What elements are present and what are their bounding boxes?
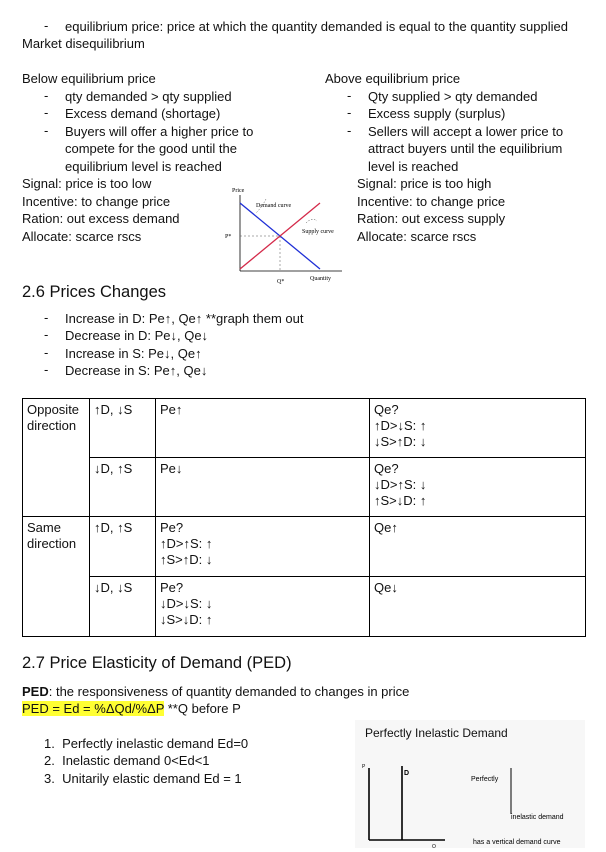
pe-line: ↓D>↓S: ↓ — [160, 596, 213, 611]
pe-line: Pe↓ — [160, 461, 183, 476]
inelastic-graph-title: Perfectly Inelastic Demand — [365, 726, 508, 740]
table-row — [23, 577, 586, 637]
below-bullet-3-cont-1: compete for the good until the — [65, 141, 238, 156]
below-bullet-3-cont-2: equilibrium level is reached — [65, 159, 222, 174]
supply-curve-label: Supply curve — [302, 229, 334, 235]
list-item-text: Unitarily elastic demand Ed = 1 — [62, 771, 242, 786]
qe-line: Qe↑ — [374, 520, 398, 535]
bullet-dash: - — [44, 362, 49, 377]
bullet-dash: - — [44, 18, 49, 33]
list-item-text: Perfectly inelastic demand Ed=0 — [62, 736, 249, 751]
list-item: 2. Inelastic demand 0<Ed<1 — [44, 753, 210, 768]
above-signal: Signal: price is too high — [357, 176, 492, 191]
bullet-dash: - — [44, 105, 49, 120]
pe-line: Pe? — [160, 580, 184, 595]
below-ration: Ration: out excess demand — [22, 211, 180, 226]
pe-line: Pe? — [160, 520, 184, 535]
price-change-4: Decrease in S: Pe↑, Qe↓ — [65, 363, 208, 378]
pe-cell — [156, 517, 370, 577]
eq-price-bullet: equilibrium price: price at which the quantity demanded is equal to the quantity supplied — [65, 19, 568, 34]
qe-cell — [370, 458, 586, 517]
bullet-dash: - — [347, 123, 352, 138]
inelastic-graph — [355, 720, 585, 848]
above-ration: Ration: out excess supply — [357, 211, 506, 226]
ped-definition-text: : the responsiveness of quantity demanded to changes in price — [48, 684, 410, 699]
above-allocate: Allocate: scarce rscs — [357, 229, 477, 244]
shift-cell: ↑D, ↑S — [90, 517, 156, 577]
price-axis-label: Price — [232, 188, 245, 194]
d-curve-label: D — [404, 770, 410, 777]
above-bullet-3-cont-1: attract buyers until the equilibrium — [368, 141, 563, 156]
pe-line: ↑D>↑S: ↑ — [160, 536, 213, 551]
qe-label: Q* — [277, 279, 285, 285]
p-axis-label: P — [362, 764, 366, 770]
ped-formula-note: **Q before P — [164, 701, 241, 716]
list-item: 1. Perfectly inelastic demand Ed=0 — [44, 736, 249, 751]
ped-term: PED — [22, 684, 49, 699]
ped-formula: PED = Ed = %ΔQd/%ΔP — [22, 701, 165, 716]
qe-line: ↓S>↑D: ↓ — [374, 434, 427, 449]
shift-cell: ↓D, ↓S — [90, 577, 156, 637]
bullet-dash: - — [347, 88, 352, 103]
below-title: Below equilibrium price — [22, 71, 156, 86]
ped-definition — [22, 683, 409, 700]
demand-curve-label: Demand curve — [256, 203, 292, 209]
qe-cell — [370, 577, 586, 637]
pe-cell — [156, 577, 370, 637]
price-change-3: Increase in S: Pe↓, Qe↑ — [65, 346, 202, 361]
quantity-axis-label: Quantity — [310, 276, 331, 282]
shift-cell: ↓D, ↑S — [90, 458, 156, 517]
above-bullet-3: Sellers will accept a lower price to — [368, 124, 564, 139]
above-bullet-1: Qty supplied > qty demanded — [368, 89, 538, 104]
section-2-7-title: 2.7 Price Elasticity of Demand (PED) — [22, 654, 292, 672]
qe-cell — [370, 399, 586, 458]
price-change-1: Increase in D: Pe↑, Qe↑ **graph them out — [65, 311, 304, 326]
inelastic-graph-panel — [355, 720, 585, 848]
bullet-dash: - — [44, 123, 49, 138]
price-change-2: Decrease in D: Pe↓, Qe↓ — [65, 328, 209, 343]
below-incentive: Incentive: to change price — [22, 194, 171, 209]
table-row — [23, 517, 586, 577]
inelastic-note-2: inelastic demand — [511, 814, 564, 821]
pe-line: ↓S>↓D: ↑ — [160, 612, 213, 627]
qe-line: Qe? — [374, 402, 399, 417]
qe-cell — [370, 517, 586, 577]
ped-formula-line — [22, 700, 241, 717]
below-bullet-1: qty demanded > qty supplied — [65, 89, 232, 104]
group-label: Same direction — [23, 517, 90, 637]
market-diseq-heading: Market disequilibrium — [22, 36, 145, 51]
pe-line: ↑S>↑D: ↓ — [160, 552, 213, 567]
pe-cell — [156, 399, 370, 458]
below-bullet-3: Buyers will offer a higher price to — [65, 124, 254, 139]
shift-cell: ↑D, ↓S — [90, 399, 156, 458]
list-item: 3. Unitarily elastic demand Ed = 1 — [44, 771, 242, 786]
above-bullet-3-cont-2: level is reached — [368, 159, 459, 174]
shift-comparison-table — [22, 398, 586, 637]
qe-line: Qe? — [374, 461, 399, 476]
bullet-dash: - — [44, 310, 49, 325]
supply-pointer — [306, 219, 317, 223]
q-axis-label: Q — [432, 844, 436, 848]
supply-demand-graph — [222, 183, 348, 287]
below-signal: Signal: price is too low — [22, 176, 152, 191]
bullet-dash: - — [44, 345, 49, 360]
table-row — [23, 458, 586, 517]
above-incentive: Incentive: to change price — [357, 194, 506, 209]
below-bullet-2: Excess demand (shortage) — [65, 106, 221, 121]
pe-line: Pe↑ — [160, 402, 183, 417]
qe-line: ↓D>↑S: ↓ — [374, 477, 427, 492]
list-item-text: Inelastic demand 0<Ed<1 — [62, 753, 210, 768]
above-bullet-2: Excess supply (surplus) — [368, 106, 506, 121]
pe-label: P* — [225, 234, 232, 240]
qe-line: Qe↓ — [374, 580, 398, 595]
inelastic-note-1: Perfectly — [471, 776, 499, 783]
bullet-dash: - — [44, 327, 49, 342]
below-allocate: Allocate: scarce rscs — [22, 229, 142, 244]
qe-line: ↑D>↓S: ↑ — [374, 418, 427, 433]
group-label: Opposite direction — [23, 399, 90, 517]
qe-line: ↑S>↓D: ↑ — [374, 493, 427, 508]
table-row — [23, 399, 586, 458]
pe-cell — [156, 458, 370, 517]
section-2-6-title: 2.6 Prices Changes — [22, 283, 166, 301]
bullet-dash: - — [44, 88, 49, 103]
bullet-dash: - — [347, 105, 352, 120]
inelastic-note-3: has a vertical demand curve — [473, 839, 561, 846]
above-title: Above equilibrium price — [325, 71, 461, 86]
